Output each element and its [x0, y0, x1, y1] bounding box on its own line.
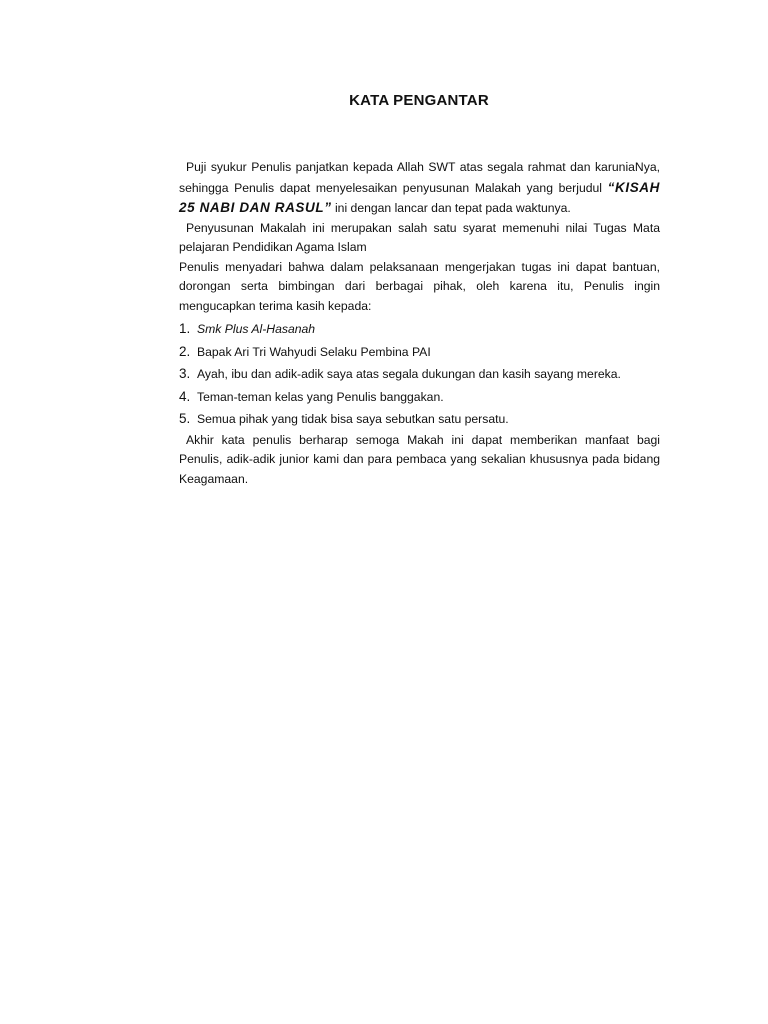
list-item-text: Ayah, ibu dan adik-adik saya atas segala dukungan dan kasih sayang mereka. — [197, 367, 621, 382]
paragraph-intro — [179, 158, 660, 219]
list-item-number: 1. — [179, 321, 191, 336]
paragraph-intro-tail: ini dengan lancar dan tepat pada waktunya. — [331, 201, 571, 215]
list-item — [179, 318, 660, 341]
thanks-list — [179, 318, 660, 431]
list-item-number: 3. — [179, 366, 191, 382]
list-item — [179, 386, 660, 409]
list-item-number: 5. — [179, 411, 191, 427]
list-item — [179, 341, 660, 364]
list-item-number: 2. — [179, 343, 191, 359]
list-item-text: Bapak Ari Tri Wahyudi Selaku Pembina PAI — [197, 344, 431, 359]
list-item-number: 4. — [179, 388, 191, 404]
book-title-emphasis: “KISAH 25 NABI DAN RASUL” — [179, 179, 660, 215]
list-item-text: Smk Plus Al-Hasanah — [197, 322, 316, 336]
list-item — [179, 363, 660, 386]
list-item-text: Teman-teman kelas yang Penulis banggakan. — [197, 389, 444, 404]
list-item-text: Semua pihak yang tidak bisa saya sebutkan satu persatu. — [197, 412, 509, 427]
list-item — [179, 408, 660, 431]
paragraph-purpose: Penyusunan Makalah ini merupakan salah satu syarat memenuhi nilai Tugas Mata pelajaran Pendidikan Agama Islam — [179, 220, 660, 254]
paragraph-acknowledgement: Penulis menyadari bahwa dalam pelaksanaan mengerjakan tugas ini dapat bantuan, dorongan serta bimbingan dari berbagai pihak, oleh karena itu, Penulis ingin mengucapkan terima kasih kepada: — [179, 259, 660, 313]
document-body — [179, 158, 660, 489]
paragraph-intro-lead: Puji syukur Penulis panjatkan kepada Allah SWT atas segala rahmat dan karuniaNya, sehingga Penulis dapat menyelesaikan penyusunan Malakah yang berjudul — [179, 160, 660, 195]
paragraph-closing: Akhir kata penulis berharap semoga Makah ini dapat memberikan manfaat bagi Penulis, adik-adik junior kami dan para pembaca yang sekalian khususnya pada bidang Keagamaan. — [179, 432, 660, 486]
page-title: KATA PENGANTAR — [349, 92, 489, 109]
